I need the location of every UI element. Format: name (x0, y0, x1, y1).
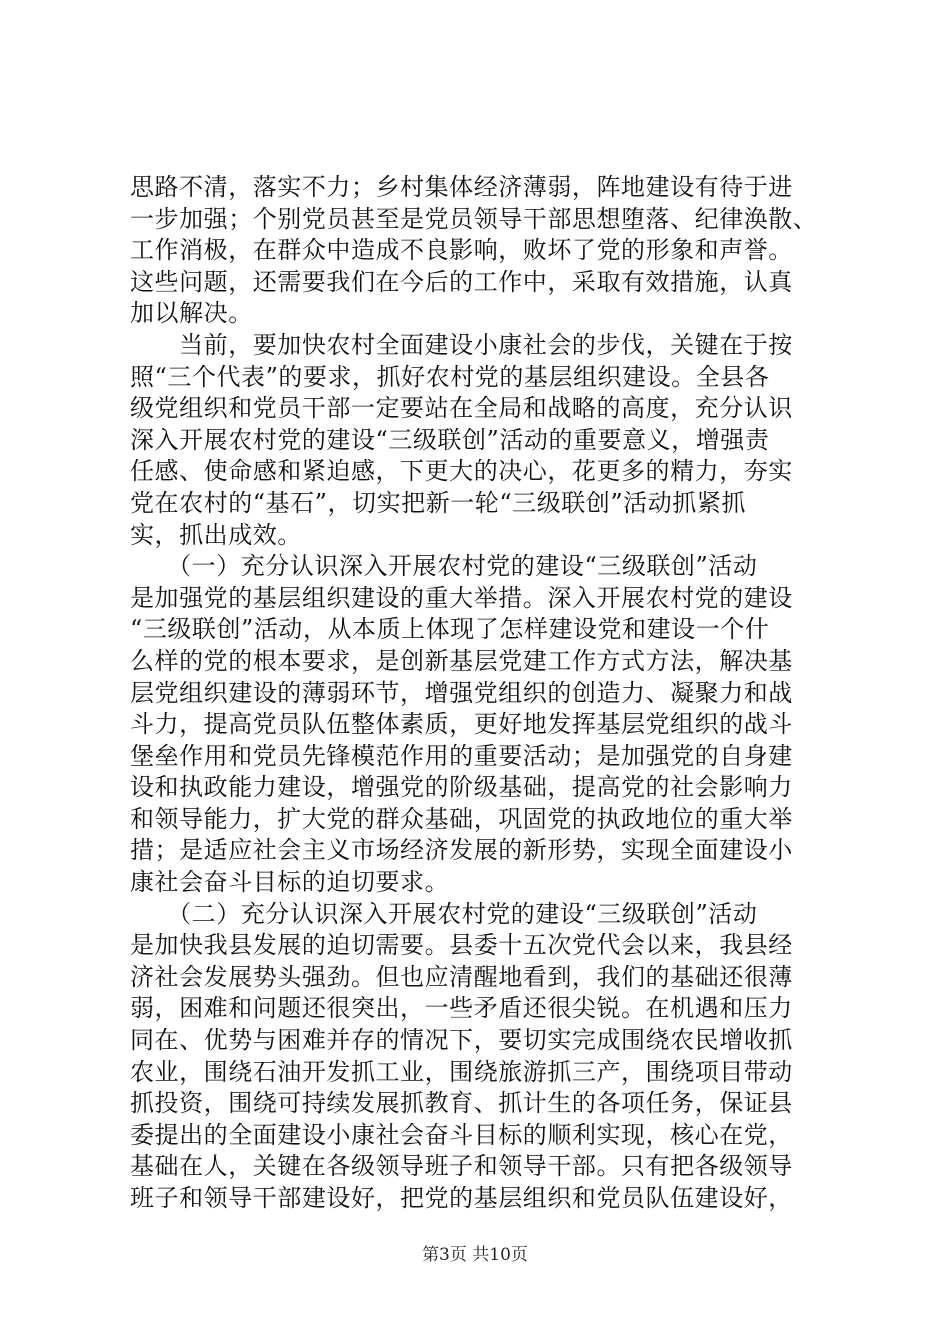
text-line: 措；是适应社会主义市场经济发展的新形势，实现全面建设小 (130, 836, 793, 865)
text-line: 工作消极，在群众中造成不良影响，败坏了党的形象和声誉。 (130, 236, 793, 265)
text-line: 任感、使命感和紧迫感，下更大的决心，花更多的精力，夯实 (130, 457, 793, 486)
text-line: 层党组织建设的薄弱环节，增强党组织的创造力、凝聚力和战 (130, 678, 793, 707)
text-line: 抓投资，围绕可持续发展抓教育、抓计生的各项任务，保证县 (130, 1089, 793, 1118)
text-line: 一步加强；个别党员甚至是党员领导干部思想堕落、纪律涣散、 (130, 204, 818, 233)
text-line: 康社会奋斗目标的迫切要求。 (130, 868, 450, 897)
text-line: 基础在人，关键在各级领导班子和领导干部。只有把各级领导 (130, 1152, 793, 1181)
text-line: 委提出的全面建设小康社会奋斗目标的顺利实现，核心在党， (130, 1120, 793, 1149)
text-line: 当前，要加快农村全面建设小康社会的步伐，关键在于按 (130, 330, 793, 359)
text-line: 是加强党的基层组织建设的重大举措。深入开展农村党的建设 (130, 583, 793, 612)
text-line: 是加快我县发展的迫切需要。县委十五次党代会以来，我县经 (130, 931, 793, 960)
text-line: 党在农村的“基石”，切实把新一轮“三级联创”活动抓紧抓 (130, 488, 746, 517)
text-line: 实，抓出成效。 (130, 520, 302, 549)
text-line: 斗力，提高党员队伍整体素质，更好地发挥基层党组织的战斗 (130, 710, 793, 739)
text-line: 济社会发展势头强劲。但也应清醒地看到，我们的基础还很薄 (130, 962, 793, 991)
text-line: 弱，困难和问题还很突出，一些矛盾还很尖锐。在机遇和压力 (130, 994, 793, 1023)
text-line: 农业，围绕石油开发抓工业，围绕旅游抓三产，围绕项目带动 (130, 1057, 793, 1086)
text-line: 么样的党的根本要求，是创新基层党建工作方式方法，解决基 (130, 646, 793, 675)
page-number: 第3页 共10页 (422, 1245, 528, 1265)
text-line: “三级联创”活动，从本质上体现了怎样建设党和建设一个什 (130, 615, 770, 644)
text-line: 设和执政能力建设，增强党的阶级基础，提高党的社会影响力 (130, 773, 793, 802)
text-line: 深入开展农村党的建设“三级联创”活动的重要意义，增强责 (130, 425, 770, 454)
document-body (130, 172, 850, 1215)
text-line: 级党组织和党员干部一定要站在全局和战略的高度，充分认识 (130, 394, 793, 423)
text-line: 堡垒作用和党员先锋模范作用的重要活动；是加强党的自身建 (130, 741, 793, 770)
text-line: 照“三个代表”的要求，抓好农村党的基层组织建设。全县各 (130, 362, 770, 391)
text-line: 同在、优势与困难并存的情况下，要切实完成围绕农民增收抓 (130, 1026, 793, 1055)
text-line: 加以解决。 (130, 299, 253, 328)
text-line: （一）充分认识深入开展农村党的建设“三级联创”活动 (130, 552, 758, 581)
text-line: （二）充分认识深入开展农村党的建设“三级联创”活动 (130, 899, 758, 928)
text-line: 和领导能力，扩大党的群众基础，巩固党的执政地位的重大举 (130, 804, 793, 833)
text-line: 思路不清，落实不力；乡村集体经济薄弱，阵地建设有待于进 (130, 173, 793, 201)
text-line: 班子和领导干部建设好，把党的基层组织和党员队伍建设好， (130, 1184, 793, 1212)
text-line: 这些问题，还需要我们在今后的工作中，采取有效措施，认真 (130, 267, 793, 296)
